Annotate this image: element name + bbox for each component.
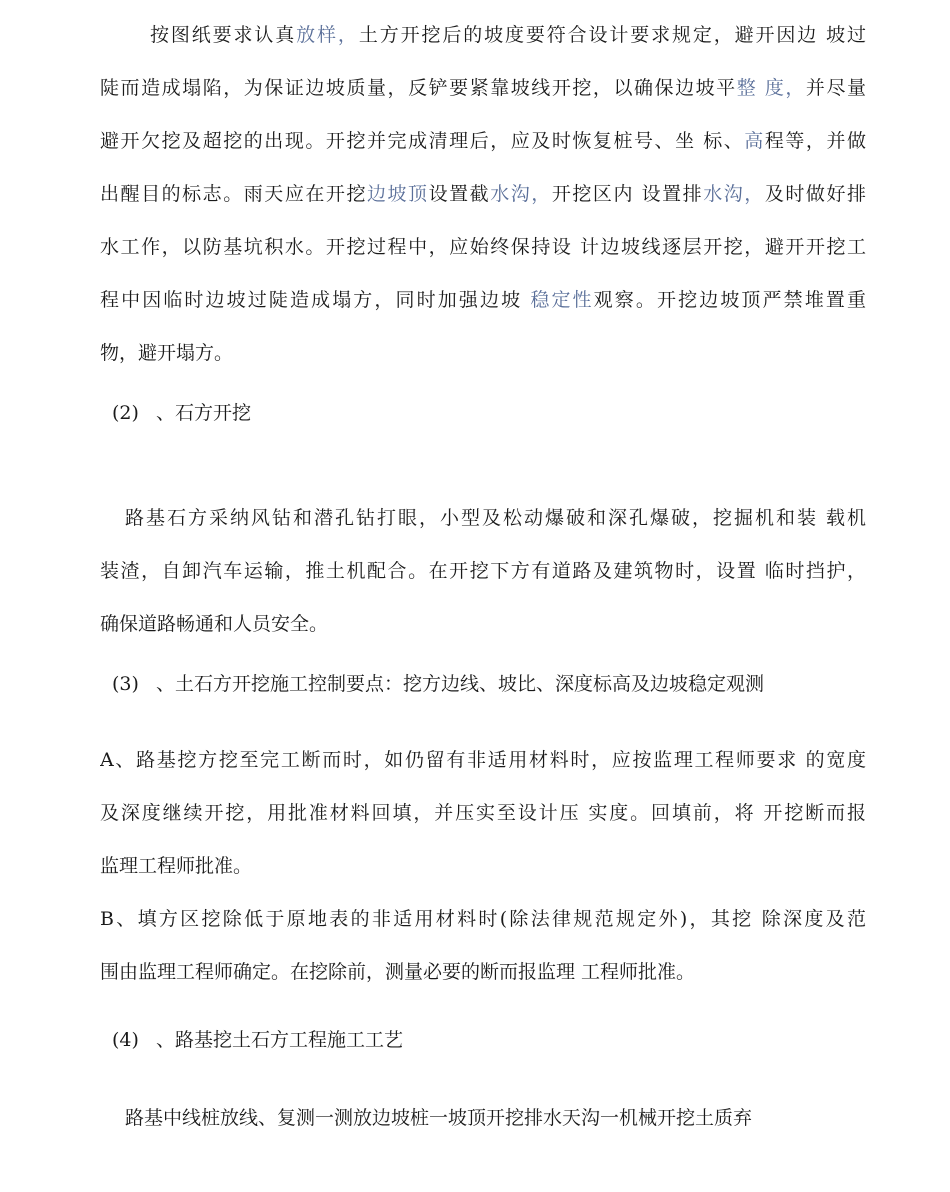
highlight-text: 边坡顶	[366, 183, 429, 205]
paragraph-a-line-1: A、路基挖方挖至完工断而时，如仍留有非适用材料时，应按监理工程师要求 的宽度	[100, 749, 866, 771]
section-title: 、路基挖土石方工程施工工艺	[156, 1029, 404, 1051]
section-number: (4)	[112, 1029, 139, 1051]
paragraph-2-line-1: 路基石方采纳风钻和潜孔钻打眼，小型及松动爆破和深孔爆破，挖掘机和装 载机	[125, 507, 866, 529]
paragraph-a-line-3: 监理工程师批准。	[100, 855, 253, 877]
section-heading-3	[112, 672, 764, 696]
paragraph-1-line-1: 按图纸要求认真放样，土方开挖后的坡度要符合设计要求规定，避开因边 坡过	[150, 24, 866, 46]
section-heading-4	[112, 1028, 403, 1052]
paragraph-b-line-1: B、填方区挖除低于原地表的非适用材料时(除法律规范规定外)，其挖 除深度及范	[100, 908, 866, 930]
paragraph-1-line-4: 出醒目的标志。雨天应在开挖边坡顶设置截水沟，开挖区内 设置排水沟，及时做好排	[100, 183, 866, 205]
paragraph-4-line-1: 路基中线桩放线、复测一测放边坡桩一坡顶开挖排水天沟一机械开挖土质弃	[125, 1107, 753, 1129]
section-title: 、石方开挖	[156, 402, 252, 424]
paragraph-1-line-6: 程中因临时边坡过陡造成塌方，同时加强边坡 稳定性观察。开挖边坡顶严禁堆置重	[100, 289, 866, 311]
section-title: 、土石方开挖施工控制要点：挖方边线、坡比、深度标高及边坡稳定观测	[156, 673, 765, 695]
section-number: (2)	[112, 402, 139, 424]
paragraph-a-line-2: 及深度继续开挖，用批准材料回填，并压实至设计压 实度。回填前，将 开挖断而报	[100, 802, 866, 824]
paragraph-1-line-2: 陡而造成塌陷，为保证边坡质量，反铲要紧靠坡线开挖，以确保边坡平整 度，并尽量	[100, 77, 866, 99]
highlight-text: 高	[744, 130, 765, 152]
highlight-text: 放样，	[296, 24, 359, 46]
paragraph-1-line-5: 水工作，以防基坑积水。开挖过程中，应始终保持设 计边坡线逐层开挖，避开开挖工	[100, 236, 866, 258]
paragraph-2-line-3: 确保道路畅通和人员安全。	[100, 613, 329, 635]
section-number: (3)	[112, 673, 139, 695]
paragraph-1-line-7: 物，避开塌方。	[100, 342, 234, 364]
highlight-text: 水沟，	[490, 183, 552, 205]
paragraph-b-line-2: 围由监理工程师确定。在挖除前，测量必要的断而报监理 工程师批准。	[100, 961, 696, 983]
paragraph-2-line-2: 装渣，自卸汽车运输，推土机配合。在开挖下方有道路及建筑物时，设置 临时挡护，	[100, 560, 866, 582]
highlight-text: 整 度，	[736, 77, 806, 99]
section-heading-2	[112, 401, 251, 425]
highlight-text: 稳定性	[530, 289, 594, 311]
highlight-text: 水沟，	[703, 183, 765, 205]
paragraph-1-line-3: 避开欠挖及超挖的出现。开挖并完成清理后，应及时恢复桩号、坐 标、高程等，并做	[100, 130, 866, 152]
